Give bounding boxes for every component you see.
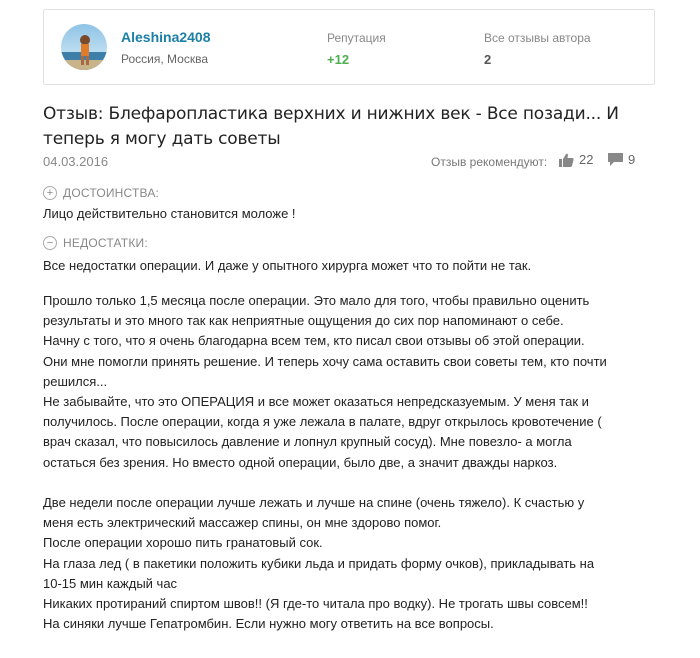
body-line: Не забывайте, что это ОПЕРАЦИЯ и все может оказаться непредсказуемым. У меня так и [43, 394, 589, 410]
minus-circle-icon: − [43, 236, 57, 250]
body-line: Две недели после операции лучше лежать и лучше на спине (очень тяжело). К счастью у [43, 495, 585, 511]
body-line: Они мне помогли принять решение. И теперь хочу сама оставить свои советы тем, кто почти [43, 353, 607, 369]
body-line: получилось. После операции, когда я уже лежала в палате, вдруг открылось кровотечение ( [43, 414, 602, 430]
body-line: врач сказал, что повысилось давление и лопнул крупный сосуд). Мне повезло- а могла [43, 434, 572, 450]
body-line: остаться без зрения. Но вместо одной операции, было две, а значит дважды наркоз. [43, 454, 558, 470]
comments-counter[interactable] [608, 152, 635, 167]
review-date: 04.03.2016 [43, 154, 109, 169]
all-reviews-label[interactable]: Все отзывы автора [484, 31, 591, 45]
cons-text: Все недостатки операции. И даже у опытного хирурга может что то пойти не так. [43, 258, 532, 273]
body-line: решился... [43, 373, 108, 389]
pros-label: ДОСТОИНСТВА: [63, 186, 160, 200]
review-body [43, 291, 658, 634]
thumb-up-icon [559, 153, 574, 167]
body-line: 10-15 мин каждый час [43, 575, 178, 591]
author-card [43, 9, 655, 85]
pros-heading [43, 186, 159, 200]
author-location: Россия, Москва [121, 52, 208, 66]
body-line: меня есть электрический массажер спины, он мне здорово помог. [43, 515, 442, 531]
body-line: Начну с того, что я очень благодарна всем тем, кто писал свои отзывы об этой операции. [43, 333, 585, 349]
author-name-link[interactable]: Aleshina2408 [121, 29, 211, 45]
cons-label: НЕДОСТАТКИ: [63, 236, 148, 250]
reputation-label: Репутация [327, 31, 386, 45]
avatar[interactable] [61, 24, 107, 70]
comment-icon [608, 153, 623, 166]
pros-text: Лицо действительно становится моложе ! [43, 206, 296, 221]
body-line: После операции хорошо пить гранатовый сок. [43, 535, 323, 551]
body-line: На глаза лед ( в пакетики положить кубики льда и придать форму очков), прикладывать на [43, 555, 595, 571]
likes-count: 22 [579, 152, 594, 167]
plus-circle-icon: + [43, 186, 57, 200]
recommend-label: Отзыв рекомендуют: [431, 155, 548, 169]
review-title: Отзыв: Блефаропластика верхних и нижних век - Все позади... И теперь я могу дать советы [43, 104, 619, 149]
body-line: Прошло только 1,5 месяца после операции. Это мало для того, чтобы правильно оценить [43, 293, 590, 308]
all-reviews-count[interactable]: 2 [484, 52, 492, 67]
likes-counter[interactable] [559, 152, 593, 167]
reputation-value: +12 [327, 52, 350, 67]
comments-count: 9 [628, 152, 636, 167]
cons-heading [43, 236, 148, 250]
body-line: Никаких протираний спиртом швов!! (Я где-то читала про водку). Не трогать швы совсем!! [43, 596, 588, 612]
body-line: На синяки лучше Гепатромбин. Если нужно могу ответить на все вопросы. [43, 616, 494, 632]
body-line: результаты и это много так как неприятные ощущения до сих пор напоминают о себе. [43, 313, 564, 329]
paragraph-gap [43, 473, 658, 493]
